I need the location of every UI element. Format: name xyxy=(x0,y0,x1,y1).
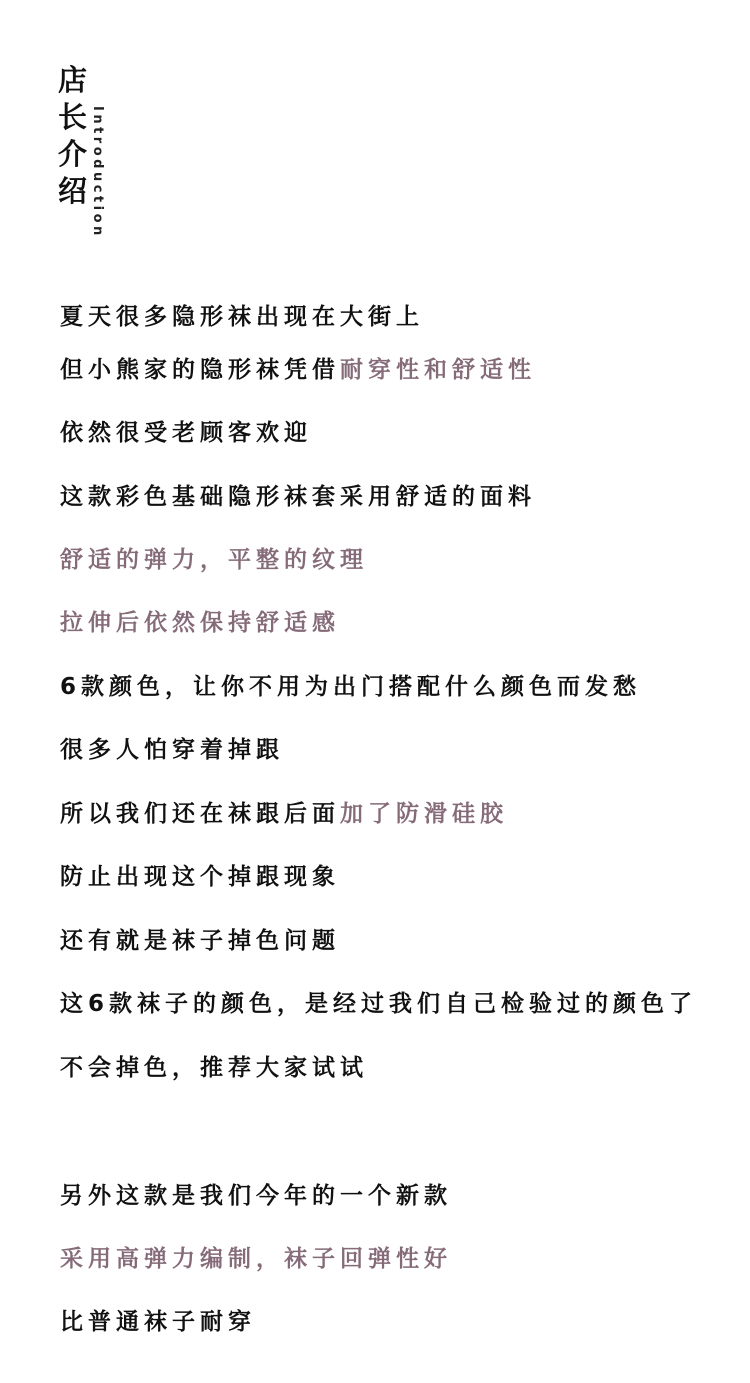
title-char: 绍 xyxy=(58,174,88,208)
body-text: 防止出现这个掉跟现象 xyxy=(60,864,340,890)
body-text: 6款颜色，让你不用为出门搭配什么颜色而发愁 xyxy=(60,674,642,700)
highlighted-text: 采用高弹力编制，袜子回弹性好 xyxy=(60,1246,452,1272)
highlighted-text: 舒适的弹力，平整的纹理 xyxy=(60,547,368,573)
text-line xyxy=(60,355,536,385)
text-line xyxy=(60,608,340,638)
text-line xyxy=(60,735,284,765)
text-line xyxy=(60,862,340,892)
body-text: 很多人怕穿着掉跟 xyxy=(60,737,284,763)
title-char: 店 xyxy=(58,63,88,97)
text-line xyxy=(60,1307,256,1337)
highlighted-text: 耐穿性和舒适性 xyxy=(340,357,536,383)
text-line xyxy=(60,926,340,956)
body-text: 但小熊家的隐形袜凭借 xyxy=(60,357,340,383)
text-line xyxy=(60,302,424,332)
body-text: 不会掉色，推荐大家试试 xyxy=(60,1055,368,1081)
section-subtitle-introduction: Introduction xyxy=(90,106,105,239)
body-text: 夏天很多隐形袜出现在大街上 xyxy=(60,304,424,330)
body-text: 所以我们还在袜跟后面 xyxy=(60,801,340,827)
title-char: 介 xyxy=(58,137,88,171)
text-line xyxy=(60,482,536,512)
text-line xyxy=(60,1053,368,1083)
body-text: 依然很受老顾客欢迎 xyxy=(60,420,312,446)
text-line xyxy=(60,1181,452,1211)
text-line xyxy=(60,799,508,829)
section-title xyxy=(58,62,118,237)
body-text: 这款彩色基础隐形袜套采用舒适的面料 xyxy=(60,484,536,510)
section-title-chinese xyxy=(58,62,87,210)
body-text: 还有就是袜子掉色问题 xyxy=(60,928,340,954)
text-line xyxy=(60,989,697,1019)
highlighted-text: 拉伸后依然保持舒适感 xyxy=(60,610,340,636)
title-char: 长 xyxy=(58,100,88,134)
text-line xyxy=(60,418,312,448)
text-line xyxy=(60,672,641,702)
body-text: 另外这款是我们今年的一个新款 xyxy=(60,1183,452,1209)
body-text: 这6款袜子的颜色，是经过我们自己检验过的颜色了 xyxy=(60,991,698,1017)
body-text: 比普通袜子耐穿 xyxy=(60,1309,256,1335)
highlighted-text: 加了防滑硅胶 xyxy=(340,801,508,827)
text-line xyxy=(60,1244,452,1274)
text-line xyxy=(60,545,368,575)
